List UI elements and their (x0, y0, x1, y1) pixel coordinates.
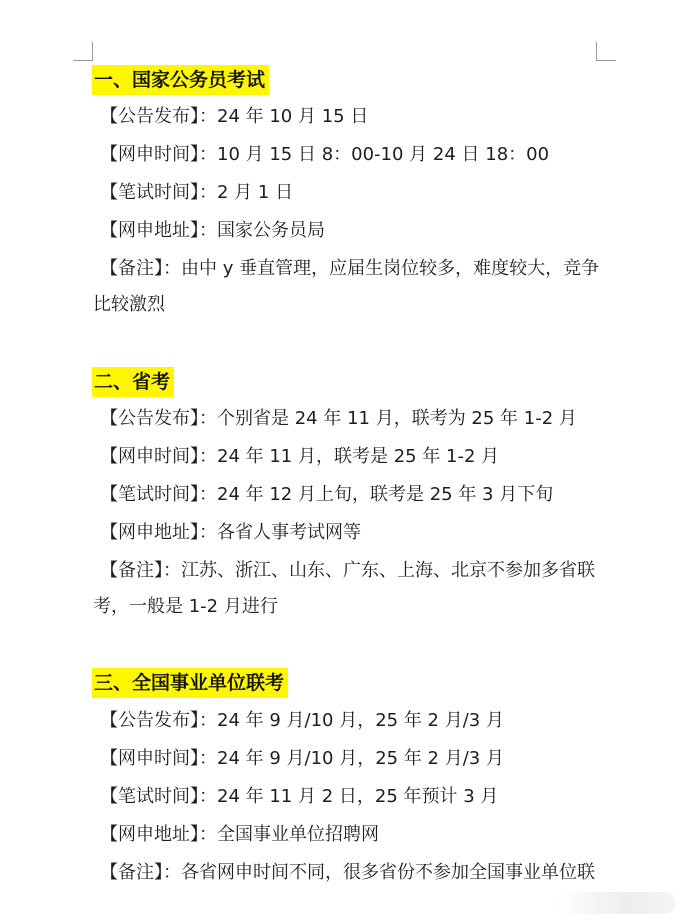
online-apply-address-line: 【网申地址】：国家公务员局 (100, 220, 325, 241)
online-apply-time-line: 【网申时间】：24 年 9 月/10 月，25 年 2 月/3 月 (100, 748, 504, 769)
section-heading: 一、国家公务员考试 (92, 65, 269, 95)
remark-continuation-line: 比较激烈 (93, 294, 165, 315)
announcement-line: 【公告发布】：24 年 9 月/10 月，25 年 2 月/3 月 (100, 710, 504, 731)
remark-line: 【备注】：由中 y 垂直管理，应届生岗位较多，难度较大，竞争 (100, 258, 600, 279)
remark-continuation-line: 考，一般是 1-2 月进行 (93, 596, 278, 617)
written-exam-time-line: 【笔试时间】：24 年 12 月上旬，联考是 25 年 3 月下旬 (100, 484, 554, 505)
online-apply-address-line: 【网申地址】：全国事业单位招聘网 (100, 824, 379, 845)
remark-line: 【备注】：各省网申时间不同，很多省份不参加全国事业单位联 (100, 862, 595, 883)
online-apply-time-line: 【网申时间】：24 年 11 月，联考是 25 年 1-2 月 (100, 446, 500, 467)
remark-line: 【备注】：江苏、浙江、山东、广东、上海、北京不参加多省联 (100, 560, 595, 581)
online-apply-time-line: 【网申时间】：10 月 15 日 8：00-10 月 24 日 18：00 (100, 144, 550, 165)
announcement-line: 【公告发布】：24 年 10 月 15 日 (100, 106, 369, 127)
written-exam-time-line: 【笔试时间】：24 年 11 月 2 日，25 年预计 3 月 (100, 786, 499, 807)
announcement-line: 【公告发布】：个别省是 24 年 11 月，联考为 25 年 1-2 月 (100, 408, 577, 429)
section-heading: 二、省考 (92, 367, 174, 397)
online-apply-address-line: 【网申地址】：各省人事考试网等 (100, 522, 361, 543)
crop-mark-top-left (73, 42, 93, 61)
written-exam-time-line: 【笔试时间】：2 月 1 日 (100, 182, 294, 203)
watermark (556, 892, 676, 914)
section-heading: 三、全国事业单位联考 (92, 668, 288, 698)
crop-mark-top-right (596, 42, 616, 61)
